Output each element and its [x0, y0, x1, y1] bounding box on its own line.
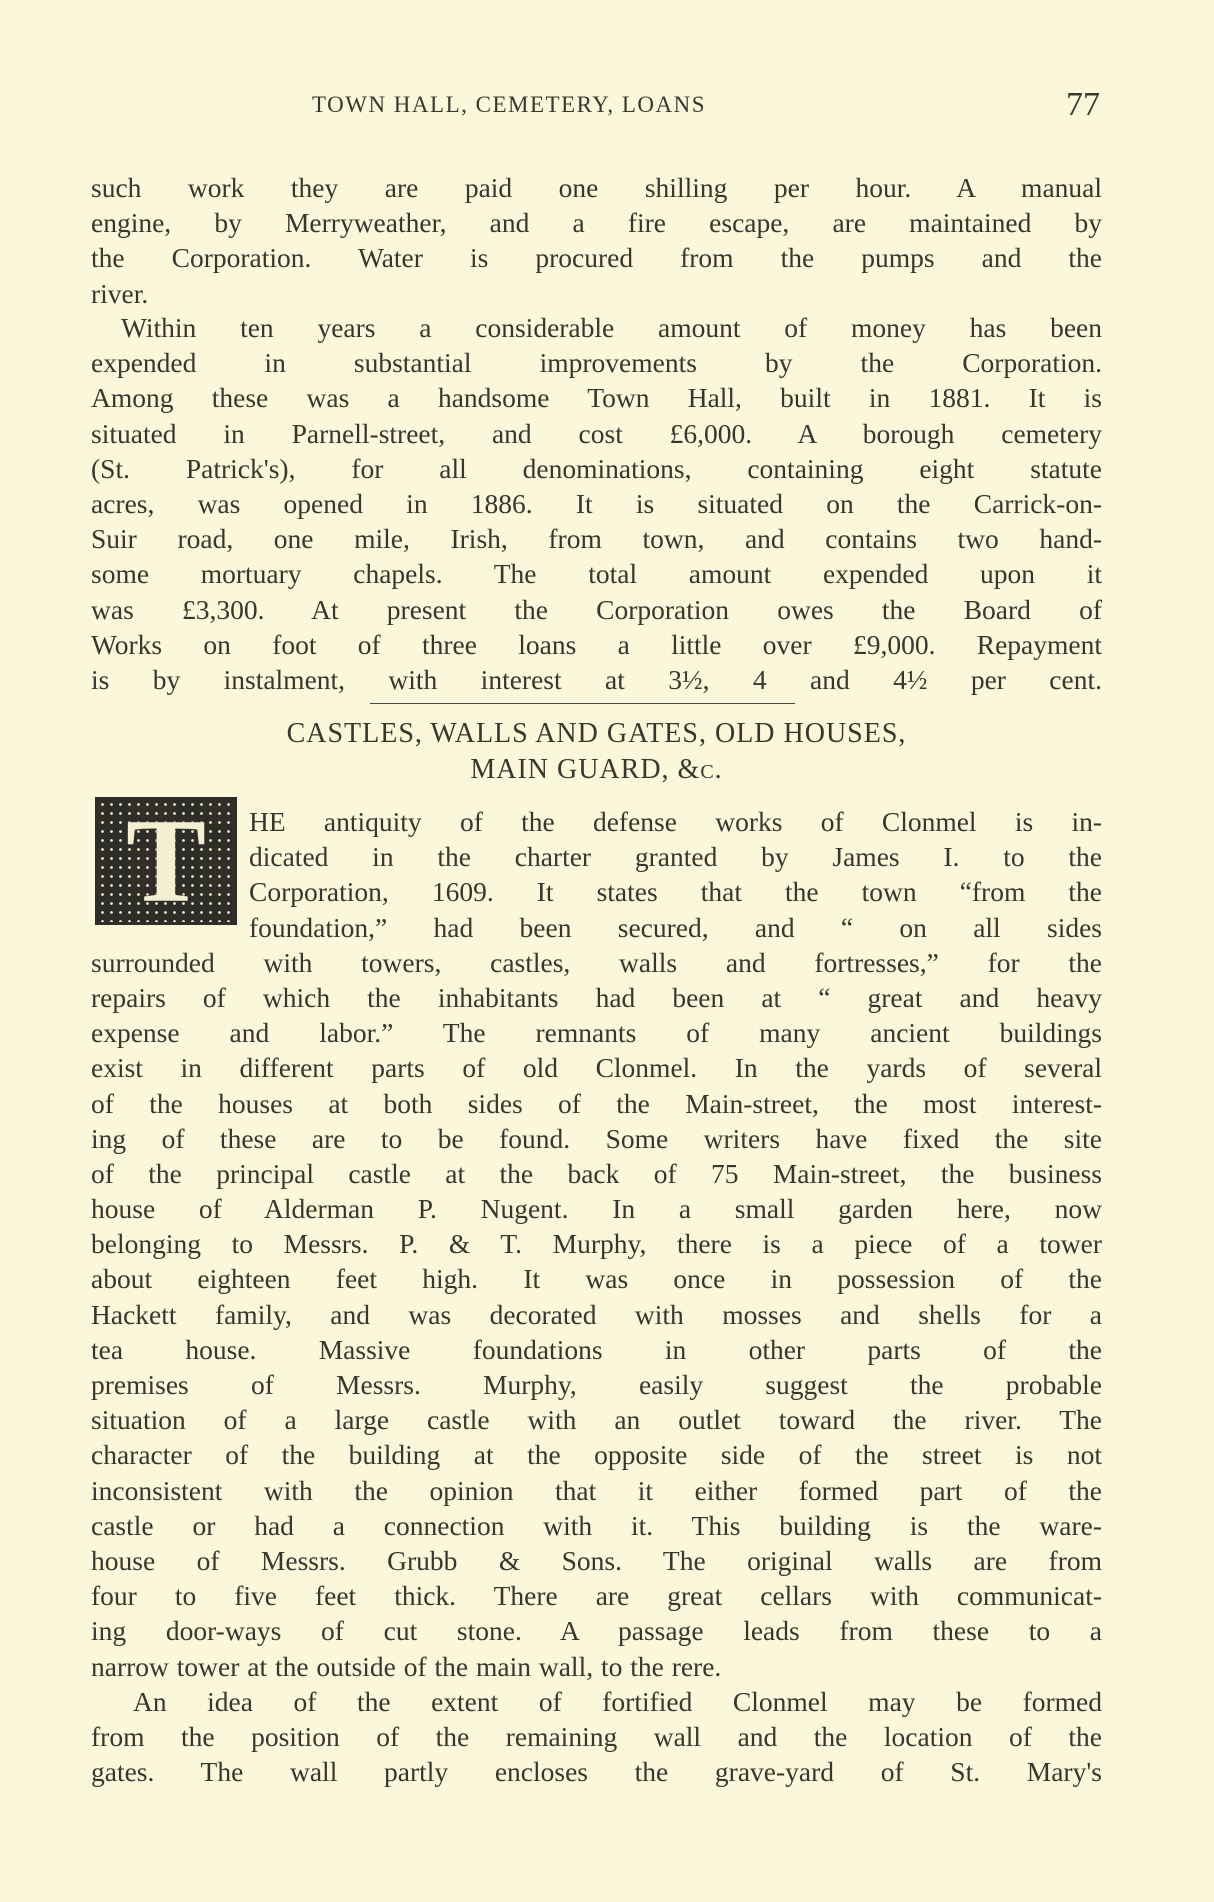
- text-line: Hackett family, and was decorated with mosses and shells for a: [91, 1298, 1102, 1330]
- paragraph-continuation: [91, 170, 1102, 311]
- text-line: gates. The wall partly encloses the grave-yard of St. Mary's: [91, 1756, 1102, 1788]
- text-line: ing door-ways of cut stone. A passage leads from these to a: [91, 1615, 1102, 1647]
- text-line: acres, was opened in 1886. It is situated on the Carrick-on-: [91, 487, 1102, 519]
- text-line: house of Messrs. Grubb & Sons. The original walls are from: [91, 1544, 1102, 1576]
- text-line: inconsistent with the opinion that it either formed part of the: [91, 1474, 1102, 1506]
- section-divider: [370, 703, 795, 704]
- text-line: Suir road, one mile, Irish, from town, and contains two hand-: [91, 523, 1102, 555]
- text-line: from the position of the remaining wall and the location of the: [91, 1721, 1102, 1753]
- text-line: is by instalment, with interest at 3½, 4 and 4½ per cent.: [91, 663, 1102, 695]
- text-line: repairs of which the inhabitants had been at “ great and heavy: [91, 981, 1102, 1013]
- text-line: (St. Patrick's), for all denominations, containing eight statute: [91, 452, 1102, 484]
- text-line: castle or had a connection with it. This building is the ware-: [91, 1509, 1102, 1541]
- text-line: situated in Parnell-street, and cost £6,000. A borough cemetery: [91, 417, 1102, 449]
- text-line: expended in substantial improvements by the Corporation.: [91, 347, 1102, 379]
- paragraph-castles: [91, 804, 1102, 1684]
- text-line: about eighteen feet high. It was once in possession of the: [91, 1263, 1102, 1295]
- text-line: tea house. Massive foundations in other parts of the: [91, 1333, 1102, 1365]
- text-line: exist in different parts of old Clonmel. In the yards of several: [91, 1052, 1102, 1084]
- text-line: ing of these are to be found. Some writers have fixed the site: [91, 1122, 1102, 1154]
- section-heading: [91, 716, 1102, 788]
- text-line: HE antiquity of the defense works of Clonmel is in-: [249, 806, 1102, 837]
- drop-cap-letter: T: [125, 794, 207, 927]
- text-line: premises of Messrs. Murphy, easily suggest the probable: [91, 1369, 1102, 1400]
- text-line: belonging to Messrs. P. & T. Murphy, there is a piece of a tower: [91, 1228, 1102, 1260]
- text-line: Corporation, 1609. It states that the town “from the: [249, 876, 1102, 908]
- text-line: dicated in the charter granted by James I. to the: [249, 841, 1102, 873]
- text-line: Within ten years a considerable amount of money has been: [121, 312, 1102, 343]
- text-line: situation of a large castle with an outlet toward the river. The: [91, 1404, 1102, 1436]
- text-line: narrow tower at the outside of the main wall, to the rere.: [91, 1650, 722, 1682]
- text-line: foundation,” had been secured, and “ on all sides: [249, 911, 1102, 943]
- text-line: such work they are paid one shilling per hour. A manual: [91, 172, 1102, 203]
- text-line: house of Alderman P. Nugent. In a small garden here, now: [91, 1193, 1102, 1225]
- text-line: some mortuary chapels. The total amount expended upon it: [91, 558, 1102, 590]
- section-heading-line1: CASTLES, WALLS AND GATES, OLD HOUSES,: [286, 718, 907, 749]
- text-line: Among these was a handsome Town Hall, built in 1881. It is: [91, 382, 1102, 414]
- running-head-title: TOWN HALL, CEMETERY, LOANS: [312, 92, 707, 117]
- text-line: of the principal castle at the back of 75 Main-street, the business: [91, 1157, 1102, 1189]
- text-line: engine, by Merryweather, and a fire escape, are maintained by: [91, 207, 1102, 239]
- text-line: was £3,300. At present the Corporation owes the Board of: [91, 593, 1102, 625]
- text-line: river.: [91, 277, 149, 309]
- text-line: the Corporation. Water is procured from the pumps and the: [91, 242, 1102, 274]
- paragraph-fortified-clonmel: [91, 1684, 1102, 1790]
- text-line: surrounded with towers, castles, walls and fortresses,” for the: [91, 946, 1102, 978]
- running-head: [300, 88, 1100, 128]
- section-heading-line2: MAIN GUARD, &c.: [470, 754, 723, 785]
- paragraph-town-hall: [91, 310, 1102, 697]
- page-number: 77: [1066, 86, 1100, 123]
- text-line: character of the building at the opposite side of the street is not: [91, 1439, 1102, 1471]
- text-line: expense and labor.” The remnants of many ancient buildings: [91, 1017, 1102, 1049]
- text-line: four to five feet thick. There are great cellars with communicat-: [91, 1580, 1102, 1612]
- text-line: Works on foot of three loans a little over £9,000. Repayment: [91, 628, 1102, 660]
- text-line: of the houses at both sides of the Main-street, the most interest-: [91, 1087, 1102, 1119]
- text-line: An idea of the extent of fortified Clonmel may be formed: [133, 1686, 1102, 1717]
